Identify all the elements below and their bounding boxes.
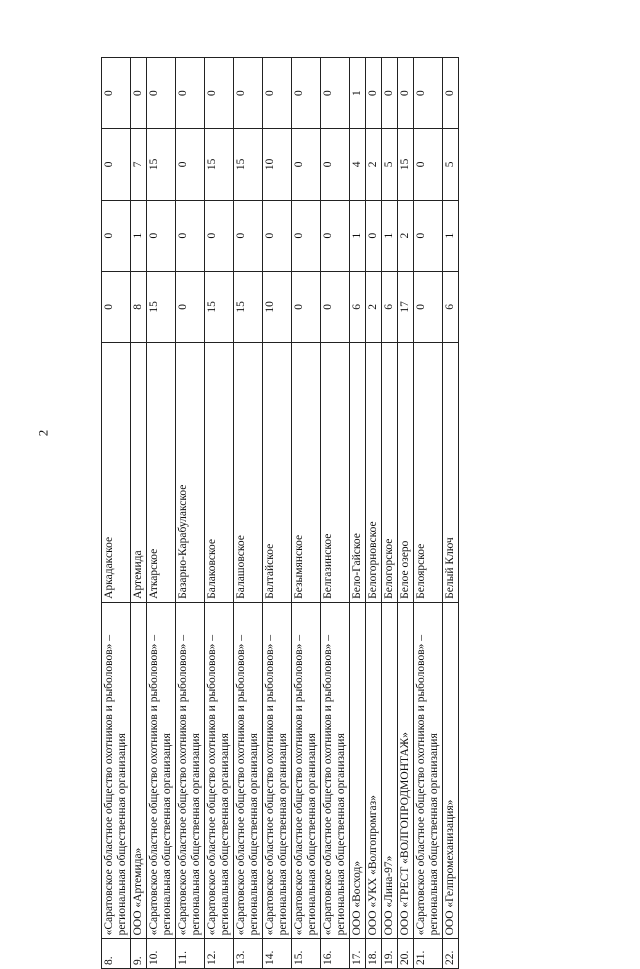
value-cell: 1: [131, 200, 147, 271]
value-cell: 1: [443, 200, 459, 271]
row-number: 10.: [147, 939, 176, 969]
hunting-grounds-table: [101, 57, 459, 969]
hunting-area-cell: Белое озеро: [398, 343, 414, 603]
value-cell: 0: [414, 200, 443, 271]
organization-cell: ООО «Лина-97»: [382, 602, 398, 939]
value-cell: 4: [350, 129, 366, 200]
value-cell: 0: [292, 271, 321, 342]
rotated-table-sheet: [101, 57, 616, 969]
table-row: [131, 58, 147, 969]
row-number: 13.: [234, 939, 263, 969]
value-cell: 15: [234, 129, 263, 200]
value-cell: 6: [350, 271, 366, 342]
row-number: 21.: [414, 939, 443, 969]
value-cell: 10: [263, 271, 292, 342]
value-cell: 6: [443, 271, 459, 342]
value-cell: 15: [147, 129, 176, 200]
row-number: 22.: [443, 939, 459, 969]
value-cell: 2: [398, 200, 414, 271]
value-cell: 10: [263, 129, 292, 200]
value-cell: 0: [263, 58, 292, 129]
organization-cell: ООО «УКХ «Волгопромгаз»: [366, 602, 382, 939]
value-cell: 0: [176, 271, 205, 342]
hunting-area-cell: Бело-Гайское: [350, 343, 366, 603]
value-cell: 7: [131, 129, 147, 200]
value-cell: 15: [205, 129, 234, 200]
table-row: [263, 58, 292, 969]
value-cell: 0: [398, 58, 414, 129]
row-number: 12.: [205, 939, 234, 969]
value-cell: 0: [102, 271, 131, 342]
row-number: 20.: [398, 939, 414, 969]
table-row: [147, 58, 176, 969]
table-row: [350, 58, 366, 969]
hunting-area-cell: Артемида: [131, 343, 147, 603]
value-cell: 0: [321, 271, 350, 342]
value-cell: 1: [382, 200, 398, 271]
row-number: 17.: [350, 939, 366, 969]
table-row: [234, 58, 263, 969]
row-number: 19.: [382, 939, 398, 969]
table-row: [176, 58, 205, 969]
value-cell: 5: [382, 129, 398, 200]
value-cell: 0: [443, 58, 459, 129]
table-row: [398, 58, 414, 969]
organization-cell: «Саратовское областное общество охотников и рыболовов» – региональная общественная организация: [414, 602, 443, 939]
hunting-area-cell: Белоярское: [414, 343, 443, 603]
value-cell: 8: [131, 271, 147, 342]
row-number: 9.: [131, 939, 147, 969]
value-cell: 15: [205, 271, 234, 342]
row-number: 15.: [292, 939, 321, 969]
organization-cell: ООО «ТРЕСТ «ВОЛГОПРОДМОНТАЖ»: [398, 602, 414, 939]
table-row: [292, 58, 321, 969]
value-cell: 2: [366, 271, 382, 342]
hunting-area-cell: Белогорское: [382, 343, 398, 603]
value-cell: 0: [414, 129, 443, 200]
hunting-area-cell: Белогорновское: [366, 343, 382, 603]
table-row: [205, 58, 234, 969]
table-row: [414, 58, 443, 969]
value-cell: 0: [176, 58, 205, 129]
hunting-area-cell: Белый Ключ: [443, 343, 459, 603]
row-number: 16.: [321, 939, 350, 969]
value-cell: 0: [292, 58, 321, 129]
hunting-area-cell: Балтайское: [263, 343, 292, 603]
organization-cell: ООО «Гелпромеханизация»: [443, 602, 459, 939]
value-cell: 0: [147, 200, 176, 271]
value-cell: 0: [131, 58, 147, 129]
value-cell: 0: [147, 58, 176, 129]
organization-cell: «Саратовское областное общество охотников и рыболовов» – региональная общественная организация: [234, 602, 263, 939]
value-cell: 15: [234, 271, 263, 342]
organization-cell: ООО «Восход»: [350, 602, 366, 939]
value-cell: 0: [321, 58, 350, 129]
organization-cell: «Саратовское областное общество охотников и рыболовов» – региональная общественная организация: [147, 602, 176, 939]
value-cell: 0: [176, 200, 205, 271]
organization-cell: «Саратовское областное общество охотников и рыболовов» – региональная общественная организация: [321, 602, 350, 939]
value-cell: 0: [414, 271, 443, 342]
value-cell: 0: [234, 58, 263, 129]
organization-cell: «Саратовское областное общество охотников и рыболовов» – региональная общественная организация: [176, 602, 205, 939]
value-cell: 0: [102, 129, 131, 200]
value-cell: 0: [366, 200, 382, 271]
hunting-area-cell: Безымянское: [292, 343, 321, 603]
organization-cell: «Саратовское областное общество охотников и рыболовов» – региональная общественная организация: [102, 602, 131, 939]
value-cell: 1: [350, 200, 366, 271]
table-row: [366, 58, 382, 969]
value-cell: 0: [176, 129, 205, 200]
value-cell: 15: [147, 271, 176, 342]
hunting-area-cell: Аткарское: [147, 343, 176, 603]
page-number: 2: [35, 429, 51, 437]
value-cell: 0: [321, 129, 350, 200]
table-row: [102, 58, 131, 969]
value-cell: 15: [398, 129, 414, 200]
organization-cell: ООО «Артемида»: [131, 602, 147, 939]
organization-cell: «Саратовское областное общество охотников и рыболовов» – региональная общественная организация: [205, 602, 234, 939]
table-row: [382, 58, 398, 969]
value-cell: 0: [292, 129, 321, 200]
hunting-area-cell: Балашовское: [234, 343, 263, 603]
hunting-area-cell: Базарно-Карабулакское: [176, 343, 205, 603]
organization-cell: «Саратовское областное общество охотников и рыболовов» – региональная общественная организация: [263, 602, 292, 939]
hunting-area-cell: Белгазинское: [321, 343, 350, 603]
value-cell: 0: [263, 200, 292, 271]
row-number: 18.: [366, 939, 382, 969]
value-cell: 0: [102, 58, 131, 129]
value-cell: 0: [205, 58, 234, 129]
value-cell: 0: [102, 200, 131, 271]
value-cell: 5: [443, 129, 459, 200]
hunting-area-cell: Аркадакское: [102, 343, 131, 603]
value-cell: 6: [382, 271, 398, 342]
organization-cell: «Саратовское областное общество охотников и рыболовов» – региональная общественная организация: [292, 602, 321, 939]
value-cell: 0: [414, 58, 443, 129]
value-cell: 1: [350, 58, 366, 129]
table-row: [443, 58, 459, 969]
value-cell: 0: [382, 58, 398, 129]
hunting-area-cell: Балаковское: [205, 343, 234, 603]
value-cell: 2: [366, 129, 382, 200]
value-cell: 0: [234, 200, 263, 271]
value-cell: 17: [398, 271, 414, 342]
row-number: 8.: [102, 939, 131, 969]
value-cell: 0: [321, 200, 350, 271]
row-number: 11.: [176, 939, 205, 969]
value-cell: 0: [366, 58, 382, 129]
row-number: 14.: [263, 939, 292, 969]
value-cell: 0: [292, 200, 321, 271]
table-row: [321, 58, 350, 969]
value-cell: 0: [205, 200, 234, 271]
